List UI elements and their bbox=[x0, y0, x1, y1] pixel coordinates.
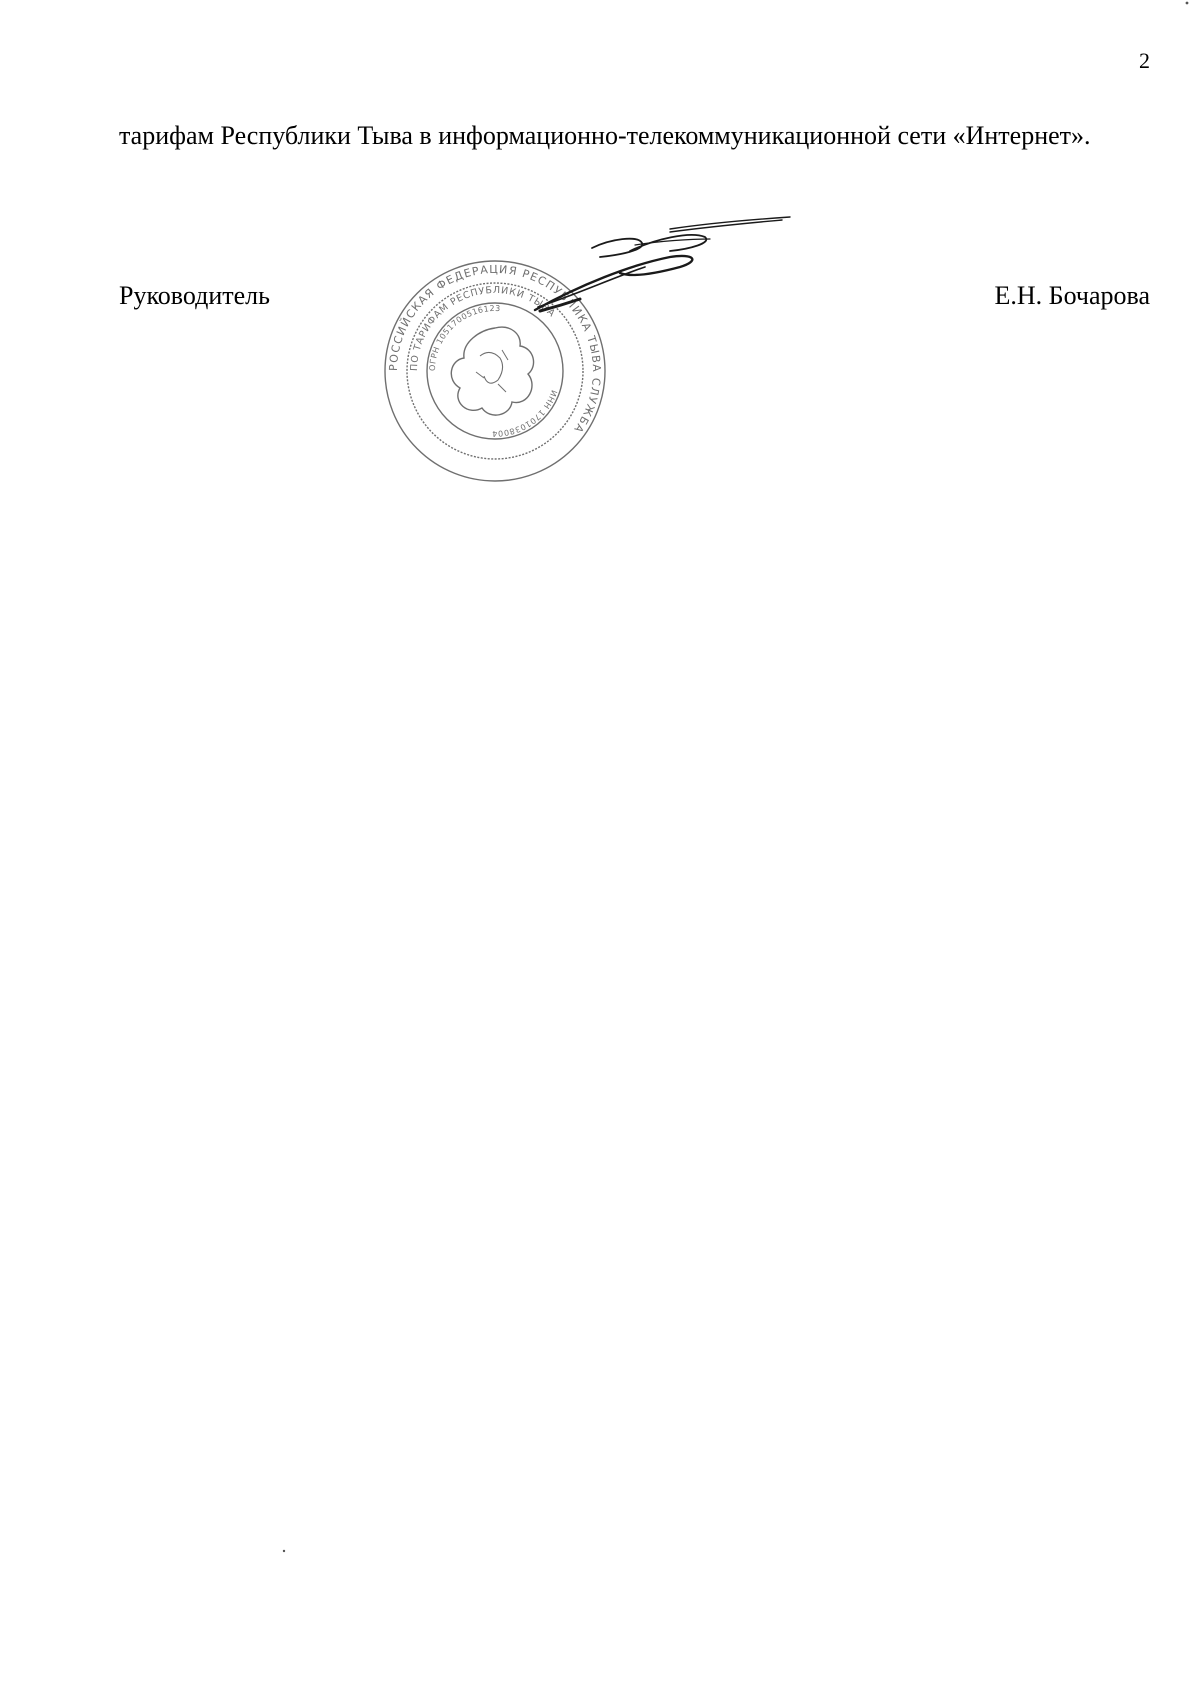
signatory-title: Руководитель bbox=[119, 281, 270, 310]
seal-emblem bbox=[451, 327, 533, 415]
seal-ogrn-text: ОГРН 1051700516123 bbox=[427, 303, 501, 372]
handwritten-signature bbox=[520, 215, 860, 330]
seal-outer-text: РОССИЙСКАЯ ФЕДЕРАЦИЯ РЕСПУБЛИКА ТЫВА СЛУЖБА bbox=[386, 262, 604, 436]
body-text bbox=[119, 118, 1150, 153]
page-number: 2 bbox=[1139, 48, 1150, 73]
signatory-name: Е.Н. Бочарова bbox=[994, 281, 1150, 310]
seal-inner-text: ПО ТАРИФАМ РЕСПУБЛИКИ ТЫВА bbox=[408, 284, 558, 372]
seal-inn-text: ИНН 1701038004 bbox=[491, 388, 559, 439]
body-paragraph: тарифам Республики Тыва в информационно-телекоммуникационной сети «Интернет». bbox=[119, 121, 1091, 150]
